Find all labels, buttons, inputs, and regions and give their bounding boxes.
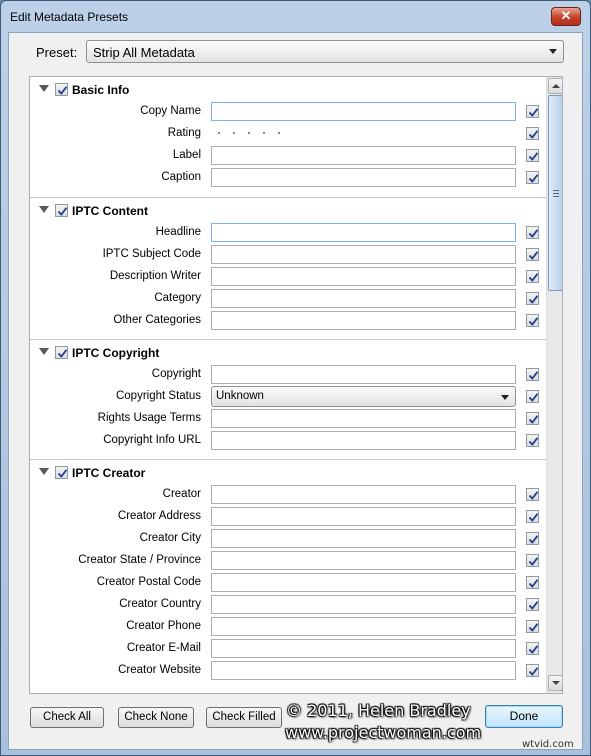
field-label: Creator Postal Code bbox=[96, 576, 201, 588]
text-field[interactable] bbox=[211, 639, 516, 658]
field-label: Rating bbox=[167, 127, 201, 139]
scroll-thumb[interactable] bbox=[548, 95, 563, 291]
watermark-site: wtvid.com bbox=[522, 739, 574, 750]
text-field[interactable] bbox=[211, 573, 516, 592]
metadata-section bbox=[30, 339, 546, 459]
section-header[interactable] bbox=[30, 198, 546, 220]
field-label: Creator E-Mail bbox=[126, 642, 201, 654]
disclosure-triangle-icon[interactable] bbox=[39, 206, 49, 213]
star-empty-icon[interactable] bbox=[248, 132, 250, 134]
metadata-row bbox=[30, 123, 546, 145]
rating-stars[interactable] bbox=[218, 124, 318, 142]
row-checkbox[interactable] bbox=[526, 642, 539, 655]
field-label: Creator City bbox=[139, 532, 201, 544]
text-field[interactable] bbox=[211, 146, 516, 165]
watermark-website: www.projectwoman.com bbox=[285, 723, 482, 742]
check-none-button[interactable]: Check None bbox=[118, 707, 194, 728]
field-label: Creator State / Province bbox=[78, 554, 201, 566]
text-field[interactable] bbox=[211, 311, 516, 330]
field-label: Copyright Status bbox=[115, 390, 201, 402]
field-label: Copyright bbox=[151, 368, 201, 380]
row-checkbox[interactable] bbox=[526, 510, 539, 523]
text-field[interactable] bbox=[211, 365, 516, 384]
field-label: Caption bbox=[161, 171, 201, 183]
metadata-row bbox=[30, 550, 546, 572]
row-checkbox[interactable] bbox=[526, 149, 539, 162]
close-button[interactable] bbox=[551, 7, 581, 26]
preset-label: Preset: bbox=[36, 45, 78, 60]
text-field[interactable] bbox=[211, 529, 516, 548]
field-label: Creator Website bbox=[118, 664, 201, 676]
arrow-down-icon bbox=[552, 681, 560, 685]
metadata-row bbox=[30, 408, 546, 430]
section-checkbox[interactable] bbox=[55, 466, 68, 479]
metadata-row bbox=[30, 167, 546, 189]
section-header[interactable] bbox=[30, 460, 546, 482]
metadata-row bbox=[30, 364, 546, 386]
row-checkbox[interactable] bbox=[526, 532, 539, 545]
row-checkbox[interactable] bbox=[526, 390, 539, 403]
preset-dropdown-value: Strip All Metadata bbox=[93, 45, 195, 60]
row-checkbox[interactable] bbox=[526, 105, 539, 118]
grip-line bbox=[553, 196, 559, 197]
section-checkbox[interactable] bbox=[55, 204, 68, 217]
metadata-sections bbox=[30, 77, 546, 693]
text-field[interactable] bbox=[211, 223, 516, 242]
row-checkbox[interactable] bbox=[526, 127, 539, 140]
grip-line bbox=[553, 190, 559, 191]
star-empty-icon[interactable] bbox=[233, 132, 235, 134]
copyright-status-value: Unknown bbox=[216, 390, 264, 402]
field-label: Creator Country bbox=[119, 598, 201, 610]
row-checkbox[interactable] bbox=[526, 412, 539, 425]
metadata-row bbox=[30, 288, 546, 310]
metadata-section bbox=[30, 77, 546, 197]
section-checkbox[interactable] bbox=[55, 83, 68, 96]
metadata-row bbox=[30, 484, 546, 506]
star-empty-icon[interactable] bbox=[278, 132, 280, 134]
metadata-row bbox=[30, 660, 546, 682]
field-label: Other Categories bbox=[113, 314, 201, 326]
watermark-copyright: © 2011, Helen Bradley bbox=[286, 701, 471, 720]
metadata-row bbox=[30, 638, 546, 660]
done-button[interactable]: Done bbox=[485, 705, 563, 728]
metadata-row bbox=[30, 506, 546, 528]
disclosure-triangle-icon[interactable] bbox=[39, 348, 49, 355]
star-empty-icon[interactable] bbox=[263, 132, 265, 134]
row-checkbox[interactable] bbox=[526, 171, 539, 184]
text-field[interactable] bbox=[211, 431, 516, 450]
window-title: Edit Metadata Presets bbox=[10, 10, 129, 24]
row-checkbox[interactable] bbox=[526, 248, 539, 261]
row-checkbox[interactable] bbox=[526, 598, 539, 611]
metadata-row bbox=[30, 310, 546, 332]
field-label: IPTC Subject Code bbox=[102, 248, 201, 260]
text-field[interactable] bbox=[211, 485, 516, 504]
text-field[interactable] bbox=[211, 617, 516, 636]
field-label: Category bbox=[154, 292, 201, 304]
text-field[interactable] bbox=[211, 551, 516, 570]
field-label: Creator bbox=[162, 488, 201, 500]
field-label: Description Writer bbox=[109, 270, 201, 282]
metadata-section bbox=[30, 459, 546, 689]
section-checkbox[interactable] bbox=[55, 346, 68, 359]
row-checkbox[interactable] bbox=[526, 270, 539, 283]
row-checkbox[interactable] bbox=[526, 576, 539, 589]
check-filled-button[interactable]: Check Filled bbox=[206, 707, 282, 728]
metadata-row bbox=[30, 145, 546, 167]
metadata-row bbox=[30, 386, 546, 408]
field-label: Copy Name bbox=[140, 105, 201, 117]
field-label: Label bbox=[172, 149, 201, 161]
metadata-row bbox=[30, 572, 546, 594]
disclosure-triangle-icon[interactable] bbox=[39, 85, 49, 92]
text-field[interactable] bbox=[211, 595, 516, 614]
arrow-up-icon bbox=[552, 84, 560, 88]
chevron-down-icon bbox=[501, 395, 509, 400]
row-checkbox[interactable] bbox=[526, 620, 539, 633]
section-title: IPTC Content bbox=[72, 204, 148, 218]
vertical-scrollbar[interactable] bbox=[546, 77, 563, 693]
text-field[interactable] bbox=[211, 267, 516, 286]
row-checkbox[interactable] bbox=[526, 368, 539, 381]
copyright-status-dropdown[interactable] bbox=[211, 386, 516, 407]
scroll-up-button[interactable] bbox=[548, 78, 563, 94]
row-checkbox[interactable] bbox=[526, 226, 539, 239]
field-label: Headline bbox=[155, 226, 201, 238]
section-header[interactable] bbox=[30, 340, 546, 362]
row-checkbox[interactable] bbox=[526, 554, 539, 567]
section-title: IPTC Creator bbox=[72, 466, 146, 480]
metadata-row bbox=[30, 266, 546, 288]
metadata-row bbox=[30, 430, 546, 452]
field-label: Creator Phone bbox=[126, 620, 201, 632]
row-checkbox[interactable] bbox=[526, 434, 539, 447]
metadata-row bbox=[30, 101, 546, 123]
field-label: Rights Usage Terms bbox=[97, 412, 201, 424]
text-field[interactable] bbox=[211, 168, 516, 187]
text-field[interactable] bbox=[211, 661, 516, 680]
field-label: Creator Address bbox=[117, 510, 201, 522]
row-checkbox[interactable] bbox=[526, 292, 539, 305]
row-checkbox[interactable] bbox=[526, 488, 539, 501]
text-field[interactable] bbox=[211, 102, 516, 121]
text-field[interactable] bbox=[211, 289, 516, 308]
section-title: Basic Info bbox=[72, 83, 130, 97]
text-field[interactable] bbox=[211, 245, 516, 264]
text-field[interactable] bbox=[211, 409, 516, 428]
row-checkbox[interactable] bbox=[526, 664, 539, 677]
preset-dropdown[interactable] bbox=[86, 40, 564, 63]
field-label: Copyright Info URL bbox=[103, 434, 201, 446]
check-all-button[interactable]: Check All bbox=[30, 707, 104, 728]
grip-line bbox=[553, 193, 559, 194]
metadata-section bbox=[30, 197, 546, 339]
row-checkbox[interactable] bbox=[526, 314, 539, 327]
metadata-row bbox=[30, 528, 546, 550]
section-header[interactable] bbox=[30, 77, 546, 99]
title-bar[interactable] bbox=[1, 1, 590, 33]
chevron-down-icon bbox=[549, 49, 557, 54]
text-field[interactable] bbox=[211, 507, 516, 526]
disclosure-triangle-icon[interactable] bbox=[39, 468, 49, 475]
section-title: IPTC Copyright bbox=[72, 346, 160, 360]
metadata-row bbox=[30, 222, 546, 244]
metadata-row bbox=[30, 594, 546, 616]
star-empty-icon[interactable] bbox=[218, 132, 220, 134]
metadata-row bbox=[30, 616, 546, 638]
close-icon: ✕ bbox=[560, 8, 572, 23]
metadata-panel bbox=[29, 76, 563, 694]
scroll-down-button[interactable] bbox=[548, 675, 563, 691]
metadata-row bbox=[30, 244, 546, 266]
dialog-body bbox=[8, 32, 583, 750]
